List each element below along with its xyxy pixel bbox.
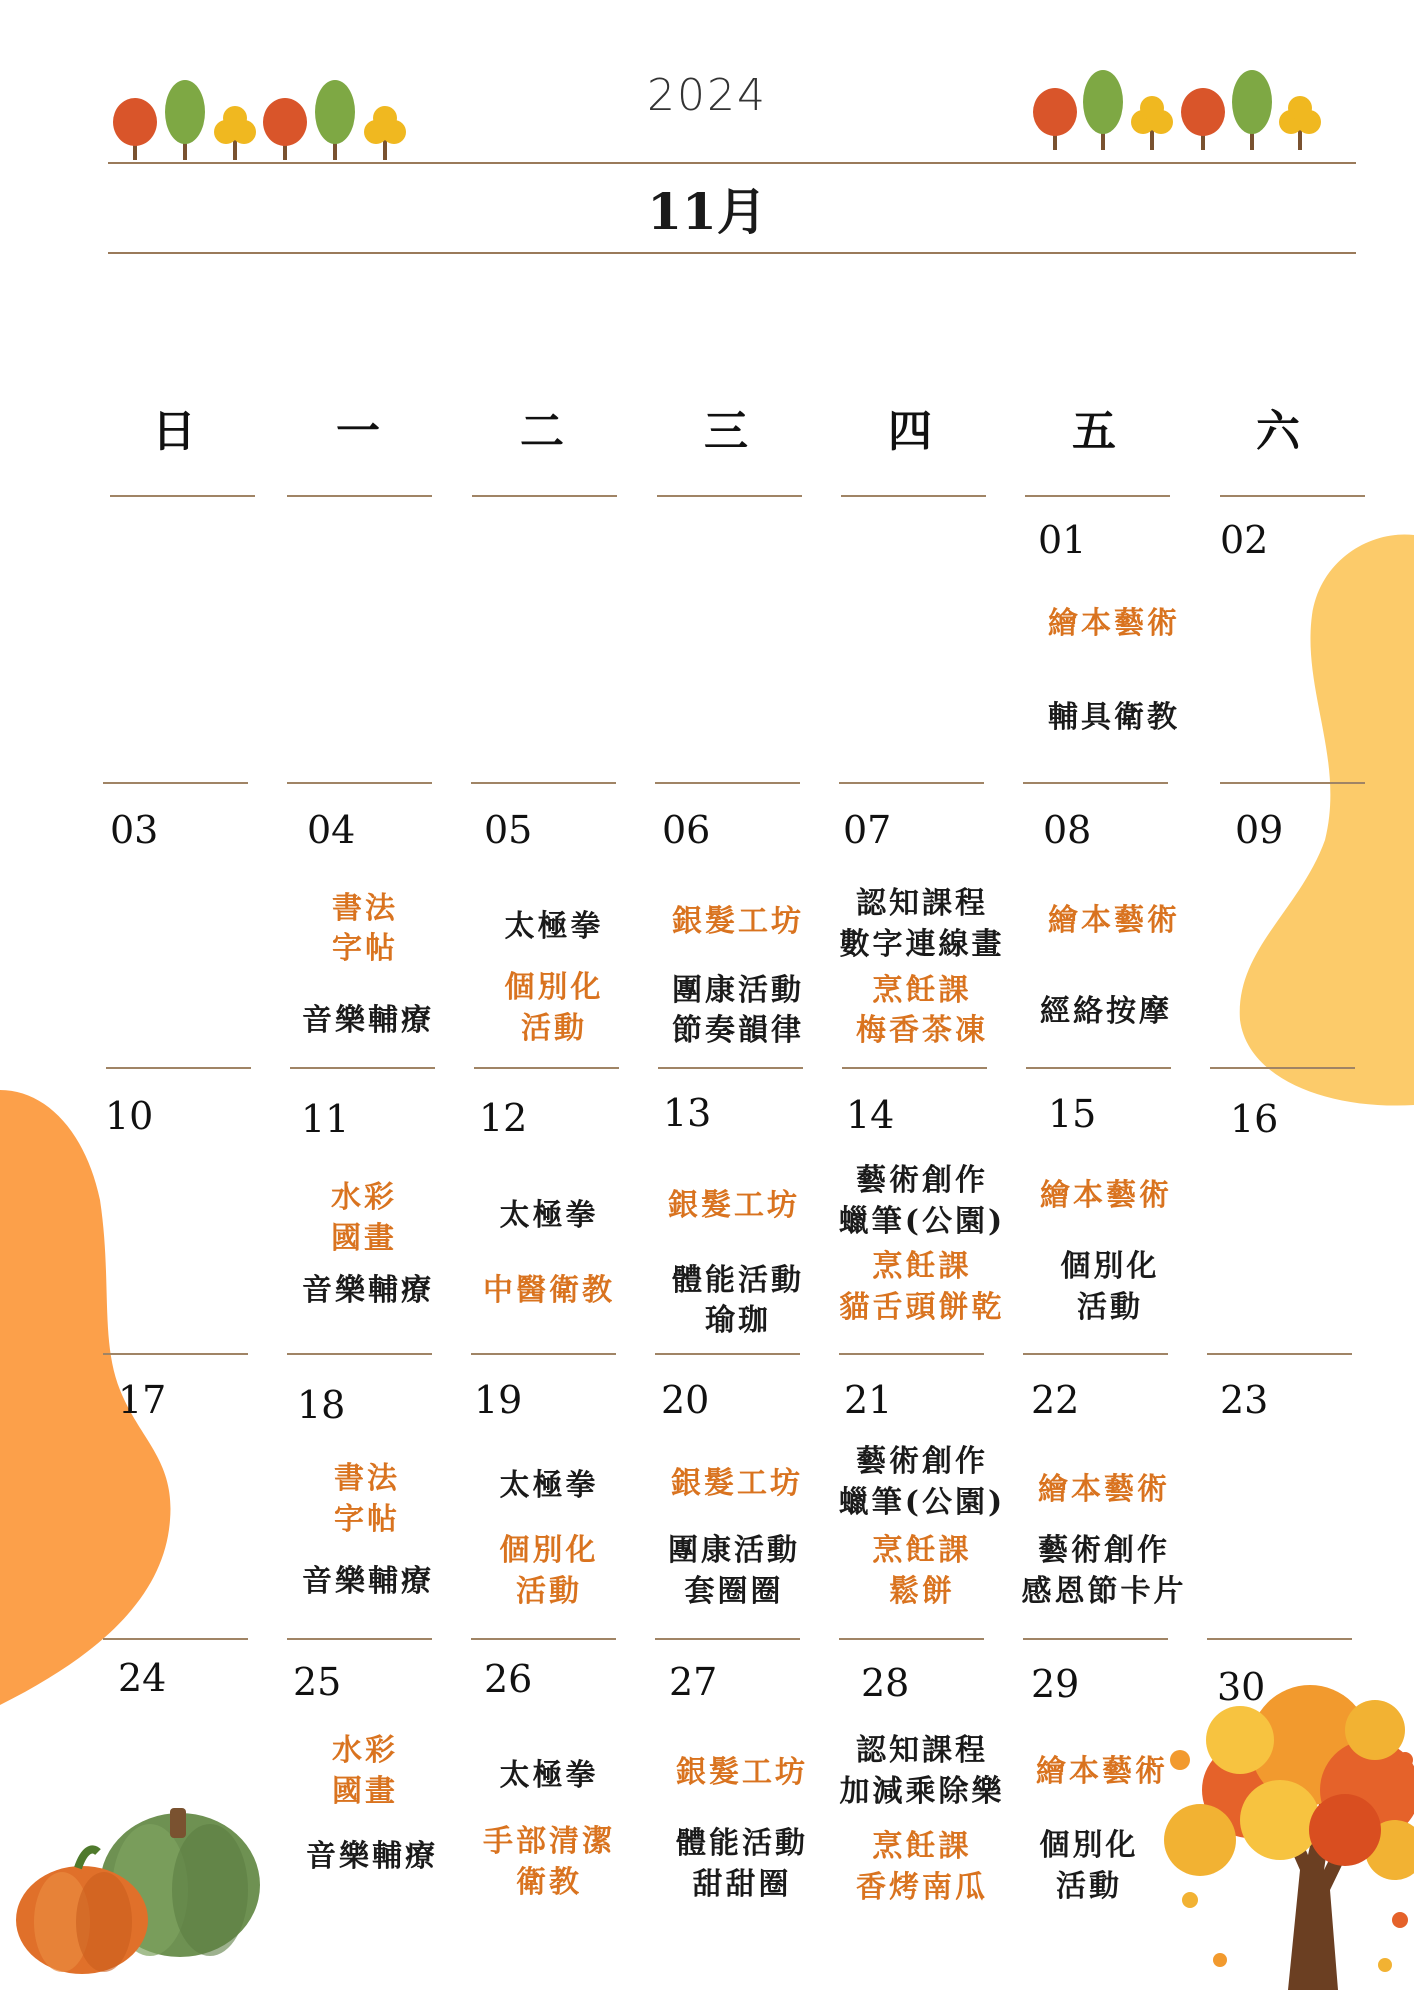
event-label: 個別化	[1039, 1828, 1139, 1863]
weekday-wed: 三	[704, 406, 748, 457]
event-label: 加減乘除樂	[839, 1774, 1005, 1809]
day-number: 10	[105, 1094, 154, 1138]
event-label: 音樂輔療	[302, 1003, 434, 1038]
event-label: 認知課程	[856, 1733, 988, 1768]
event-label: 活動	[521, 1011, 587, 1046]
header-divider-bottom	[108, 252, 1356, 254]
pumpkins-icon	[16, 1808, 260, 1974]
event-label: 活動	[516, 1574, 582, 1609]
cell-divider	[471, 1638, 616, 1640]
event-label: 瑜珈	[705, 1303, 771, 1338]
day-number: 20	[661, 1378, 710, 1422]
day-number: 18	[297, 1383, 346, 1427]
day-number: 07	[843, 808, 892, 852]
cell-divider	[1207, 1638, 1352, 1640]
cell-divider	[839, 1638, 984, 1640]
event-label: 節奏韻律	[672, 1013, 804, 1048]
header-divider-top	[108, 162, 1356, 164]
event-label: 國畫	[331, 1221, 397, 1256]
cell-divider	[655, 1353, 800, 1355]
day-number: 24	[118, 1656, 167, 1700]
event-label: 烹飪課	[872, 1829, 972, 1864]
event-label: 太極拳	[504, 909, 604, 944]
event-label: 繪本藝術	[1038, 1472, 1170, 1507]
cell-divider	[287, 495, 432, 497]
day-number: 12	[479, 1096, 528, 1140]
event-label: 甜甜圈	[692, 1867, 792, 1902]
day-number: 05	[484, 808, 533, 852]
weekday-thu: 四	[888, 406, 932, 457]
weekday-tue: 二	[520, 406, 564, 457]
event-label: 烹飪課	[872, 1249, 972, 1284]
event-label: 衛教	[516, 1865, 582, 1900]
cell-divider	[1023, 782, 1168, 784]
day-number: 30	[1217, 1665, 1266, 1709]
cell-divider	[472, 495, 617, 497]
cell-divider	[1023, 1638, 1168, 1640]
event-label: 銀髮工坊	[676, 1755, 808, 1790]
event-label: 體能活動	[672, 1263, 804, 1298]
event-label: 烹飪課	[872, 1533, 972, 1568]
event-label: 團康活動	[668, 1533, 800, 1568]
year-label: 2024	[647, 70, 767, 121]
cell-divider	[110, 495, 255, 497]
event-label: 活動	[1077, 1290, 1143, 1325]
event-label: 書法	[334, 1461, 400, 1496]
autumn-tree-icon	[1164, 1685, 1414, 1990]
event-label: 數字連線畫	[839, 927, 1005, 962]
day-number: 11	[301, 1097, 350, 1141]
cell-divider	[842, 1067, 987, 1069]
day-number: 23	[1220, 1378, 1269, 1422]
event-label: 經絡按摩	[1040, 994, 1172, 1029]
event-label: 銀髮工坊	[672, 904, 804, 939]
cell-divider	[839, 782, 984, 784]
cell-divider	[658, 1067, 803, 1069]
day-number: 22	[1031, 1378, 1080, 1422]
day-number: 02	[1220, 518, 1269, 562]
weekday-sun: 日	[152, 406, 196, 457]
event-label: 銀髮工坊	[668, 1188, 800, 1223]
event-label: 感恩節卡片	[1021, 1574, 1187, 1609]
event-label: 輔具衛教	[1048, 700, 1180, 735]
cell-divider	[290, 1067, 435, 1069]
cell-divider	[1023, 1353, 1168, 1355]
weekday-sat: 六	[1256, 406, 1300, 457]
cell-divider	[103, 1353, 248, 1355]
event-label: 個別化	[504, 970, 604, 1005]
event-label: 太極拳	[499, 1468, 599, 1503]
cell-divider	[287, 1353, 432, 1355]
event-label: 梅香茶凍	[856, 1013, 988, 1048]
event-label: 貓舌頭餅乾	[839, 1290, 1005, 1325]
cell-divider	[655, 782, 800, 784]
day-number: 08	[1043, 808, 1092, 852]
event-label: 個別化	[1060, 1249, 1160, 1284]
event-label: 套圈圈	[684, 1574, 784, 1609]
day-number: 15	[1048, 1092, 1097, 1136]
event-label: 認知課程	[856, 886, 988, 921]
event-label: 藝術創作	[856, 1163, 988, 1198]
event-label: 繪本藝術	[1040, 1178, 1172, 1213]
event-label: 書法	[332, 891, 398, 926]
cell-divider	[1210, 1067, 1355, 1069]
day-number: 09	[1235, 808, 1284, 852]
cell-divider	[103, 782, 248, 784]
event-label: 香烤南瓜	[856, 1870, 988, 1905]
day-number: 13	[663, 1091, 712, 1135]
event-label: 國畫	[332, 1774, 398, 1809]
event-label: 水彩	[331, 1180, 397, 1215]
cell-divider	[1025, 495, 1170, 497]
month-title: 11月	[647, 182, 767, 241]
event-label: 字帖	[334, 1502, 400, 1537]
cell-divider	[657, 495, 802, 497]
event-label: 繪本藝術	[1036, 1754, 1168, 1789]
cell-divider	[1207, 1353, 1352, 1355]
day-number: 06	[662, 808, 711, 852]
event-label: 音樂輔療	[302, 1273, 434, 1308]
event-label: 團康活動	[672, 973, 804, 1008]
day-number: 25	[293, 1660, 342, 1704]
cell-divider	[287, 782, 432, 784]
event-label: 個別化	[499, 1533, 599, 1568]
event-label: 手部清潔	[483, 1824, 615, 1859]
cell-divider	[1220, 782, 1365, 784]
event-label: 藝術創作	[856, 1444, 988, 1479]
event-label: 繪本藝術	[1048, 606, 1180, 641]
day-number: 04	[307, 808, 356, 852]
event-label: 音樂輔療	[302, 1564, 434, 1599]
day-number: 16	[1230, 1097, 1279, 1141]
day-number: 01	[1038, 518, 1087, 562]
event-label: 銀髮工坊	[671, 1466, 803, 1501]
event-label: 體能活動	[676, 1826, 808, 1861]
cell-divider	[287, 1638, 432, 1640]
event-label: 水彩	[332, 1733, 398, 1768]
cell-divider	[471, 1353, 616, 1355]
day-number: 29	[1031, 1662, 1080, 1706]
day-number: 03	[110, 808, 159, 852]
event-label: 蠟筆(公園)	[838, 1204, 1006, 1239]
event-label: 藝術創作	[1038, 1533, 1170, 1568]
cell-divider	[655, 1638, 800, 1640]
cell-divider	[106, 1067, 251, 1069]
weekday-fri: 五	[1072, 406, 1116, 457]
event-label: 字帖	[332, 931, 398, 966]
cell-divider	[1026, 1067, 1171, 1069]
event-label: 鬆餅	[889, 1574, 955, 1609]
day-number: 28	[861, 1661, 910, 1705]
cell-divider	[839, 1353, 984, 1355]
day-number: 19	[474, 1378, 523, 1422]
cell-divider	[471, 782, 616, 784]
event-label: 活動	[1056, 1869, 1122, 1904]
cell-divider	[1220, 495, 1365, 497]
event-label: 音樂輔療	[306, 1839, 438, 1874]
cell-divider	[103, 1638, 248, 1640]
cell-divider	[841, 495, 986, 497]
event-label: 繪本藝術	[1048, 903, 1180, 938]
weekday-mon: 一	[336, 406, 380, 457]
event-label: 烹飪課	[872, 973, 972, 1008]
day-number: 14	[846, 1093, 895, 1137]
event-label: 太極拳	[499, 1758, 599, 1793]
event-label: 太極拳	[499, 1198, 599, 1233]
cell-divider	[474, 1067, 619, 1069]
day-number: 17	[118, 1378, 167, 1422]
day-number: 26	[484, 1657, 533, 1701]
event-label: 蠟筆(公園)	[838, 1485, 1006, 1520]
event-label: 中醫衛教	[483, 1273, 615, 1308]
day-number: 27	[669, 1660, 718, 1704]
day-number: 21	[844, 1378, 893, 1422]
